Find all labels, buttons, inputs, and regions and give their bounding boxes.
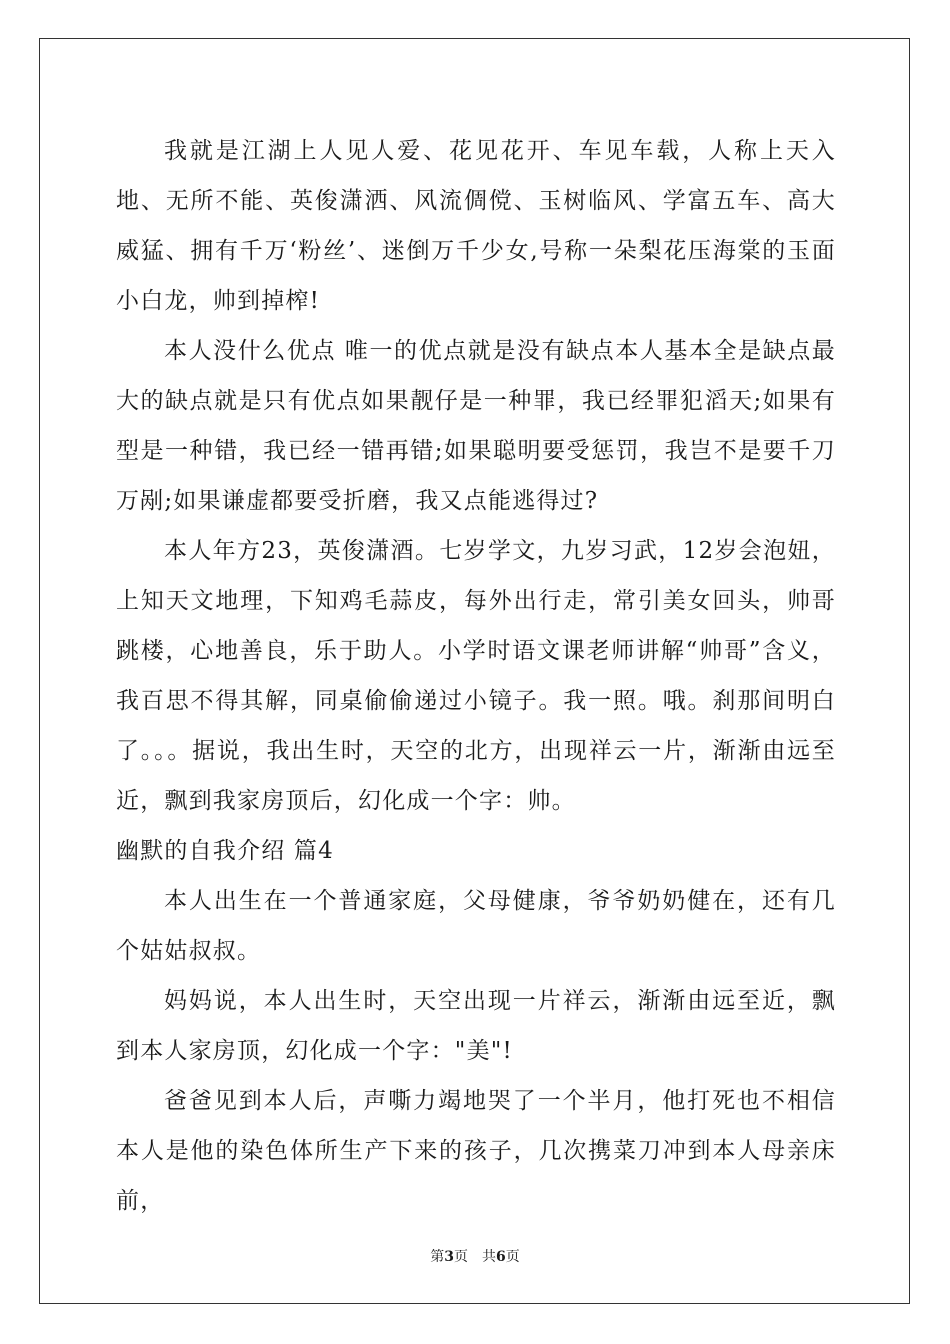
footer-prefix: 第 bbox=[430, 1249, 445, 1265]
section-heading: 幽默的自我介绍 篇4 bbox=[116, 838, 334, 864]
footer-middle: 页 共 bbox=[454, 1249, 496, 1265]
paragraph: 本人年方23，英俊潇酒。七岁学文，九岁习武，12岁会泡妞，上知天文地理，下知鸡毛蒜皮，每外出行走，常引美女回头，帅哥跳楼，心地善良，乐于助人。小学时语文课老师讲解“帅哥”含义，我百思不得其解，同桌偷偷递过小镜子。我一照。哦。刹那间明白了。。。据说，我出生时，天空的北方，出现祥云一片，渐渐由远至近，飘到我家房顶后，幻化成一个字：帅。 bbox=[116, 538, 836, 814]
paragraph: 本人出生在一个普通家庭，父母健康，爷爷奶奶健在，还有几个姑姑叔叔。 bbox=[116, 888, 836, 964]
document-body bbox=[116, 126, 836, 1226]
paragraph: 妈妈说，本人出生时，天空出现一片祥云，渐渐由远至近，飘到本人家房顶，幻化成一个字："美"! bbox=[116, 988, 836, 1064]
paragraph: 爸爸见到本人后，声嘶力竭地哭了一个半月，他打死也不相信本人是他的染色体所生产下来的孩子，几次携菜刀冲到本人母亲床前， bbox=[116, 1088, 836, 1214]
footer-suffix: 页 bbox=[505, 1249, 520, 1265]
paragraph: 我就是江湖上人见人爱、花见花开、车见车载，人称上天入地、无所不能、英俊潇洒、风流倜傥、玉树临风、学富五车、高大威猛、拥有千万‘粉丝’、迷倒万千少女,号称一朵梨花压海棠的玉面小白龙，帅到掉榨! bbox=[116, 138, 836, 314]
paragraph: 本人没什么优点 唯一的优点就是没有缺点本人基本全是缺点最大的缺点就是只有优点如果靓仔是一种罪，我已经罪犯滔天;如果有型是一种错，我已经一错再错;如果聪明要受惩罚，我岂不是要千刀万剐;如果谦虚都要受折磨，我又点能逃得过? bbox=[116, 338, 836, 514]
current-page-number: 3 bbox=[444, 1249, 454, 1265]
total-page-count: 6 bbox=[496, 1249, 506, 1265]
page-footer bbox=[0, 1246, 950, 1266]
